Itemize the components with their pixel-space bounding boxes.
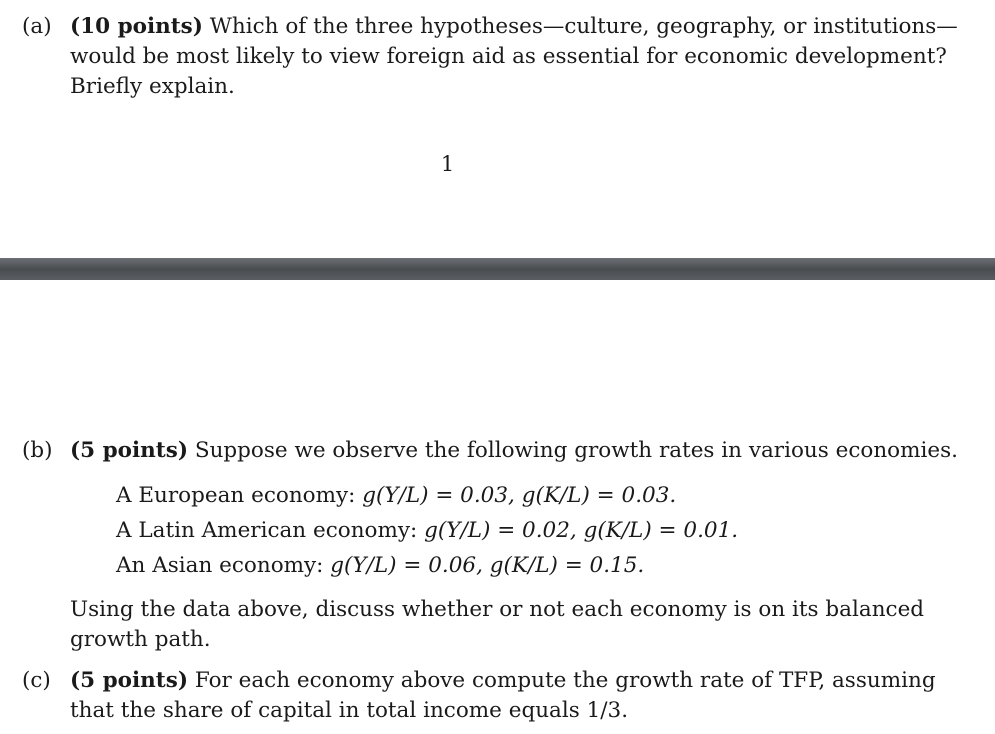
page-number: 1	[440, 152, 455, 176]
question-c-points: (5 points)	[70, 668, 188, 693]
economy-name: An Asian economy:	[116, 553, 324, 578]
question-a	[22, 12, 962, 102]
question-b	[22, 436, 962, 466]
question-b-points: (5 points)	[70, 438, 188, 463]
economy-name: A European economy:	[116, 483, 356, 508]
question-b-label: (b)	[22, 438, 53, 463]
economy-values: g(Y/L) = 0.06, g(K/L) = 0.15.	[330, 553, 645, 578]
question-c-label: (c)	[22, 668, 51, 693]
question-a-body	[70, 12, 962, 102]
economy-row-asian	[116, 548, 738, 583]
economy-values: g(Y/L) = 0.02, g(K/L) = 0.01.	[424, 518, 739, 543]
economy-row-latin-american	[116, 513, 738, 548]
question-a-points: (10 points)	[70, 14, 203, 39]
economy-name: A Latin American economy:	[116, 518, 418, 543]
question-c-text: For each economy above compute the growth rate of TFP, assuming that the share of capital in total income equals 1/3.	[70, 668, 936, 723]
economy-list	[116, 478, 738, 583]
economy-row-european	[116, 478, 738, 513]
economy-values: g(Y/L) = 0.03, g(K/L) = 0.03.	[362, 483, 677, 508]
question-a-text: Which of the three hypotheses—culture, geography, or institutions— would be most likely to view foreign aid as essential for economic development? Briefly explain.	[70, 14, 958, 99]
question-b-followup: Using the data above, discuss whether or not each economy is on its balanced growth path.	[70, 597, 925, 652]
question-a-label: (a)	[22, 14, 52, 39]
question-b-body	[70, 436, 962, 466]
question-c-body	[70, 666, 962, 726]
question-b-text: Suppose we observe the following growth rates in various economies.	[188, 438, 958, 463]
page-divider	[0, 258, 995, 280]
question-c	[22, 666, 962, 726]
